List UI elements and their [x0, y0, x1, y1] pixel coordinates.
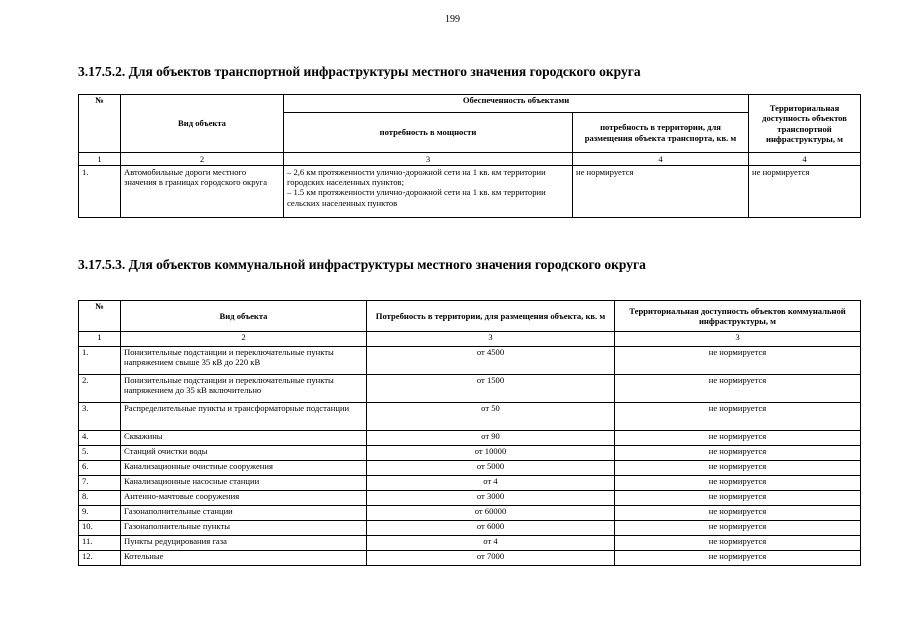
- row-object-type: Канализационные очистные сооружения: [121, 461, 367, 476]
- row-access: не нормируется: [615, 536, 861, 551]
- header-object-type: Вид объекта: [121, 95, 284, 153]
- row-territory: от 4: [367, 476, 615, 491]
- header-capacity-need: потребность в мощности: [284, 113, 573, 153]
- header-num: №: [79, 95, 121, 153]
- index-cell: 4: [573, 153, 749, 166]
- row-access: не нормируется: [615, 521, 861, 536]
- table-row: [79, 551, 861, 566]
- index-cell: 3: [367, 332, 615, 347]
- row-territory: от 5000: [367, 461, 615, 476]
- header-territorial-access: Территориальная доступность объектов транспортной инфраструктуры, м: [749, 95, 861, 153]
- capacity-line-rural: – 1.5 км протяженности улично-дорожной сети на 1 кв. км территории сельских населенных пунктов: [287, 187, 546, 208]
- row-num: 11.: [79, 536, 121, 551]
- row-num: 7.: [79, 476, 121, 491]
- table-row: [79, 521, 861, 536]
- row-access: не нормируется: [615, 347, 861, 375]
- section-heading-transport: 3.17.5.2. Для объектов транспортной инфраструктуры местного значения городского округа: [78, 64, 641, 79]
- row-territory: от 6000: [367, 521, 615, 536]
- row-territory: от 3000: [367, 491, 615, 506]
- row-num: 8.: [79, 491, 121, 506]
- row-object-type: Понизительные подстанции и переключательные пункты напряжением свыше 35 кВ до 220 кВ: [121, 347, 367, 375]
- row-access: не нормируется: [749, 166, 861, 218]
- row-num: 1.: [79, 347, 121, 375]
- row-object-type: Антенно-мачтовые сооружения: [121, 491, 367, 506]
- row-object-type: Скважины: [121, 431, 367, 446]
- row-object-type: Котельные: [121, 551, 367, 566]
- table-row: [79, 536, 861, 551]
- header-territory-need: потребность в территории, для размещения объекта транспорта, кв. м: [573, 113, 749, 153]
- row-object-type: Понизительные подстанции и переключательные пункты напряжением до 35 кВ включительно: [121, 375, 367, 403]
- row-object-type: Пункты редуцирования газа: [121, 536, 367, 551]
- row-access: не нормируется: [615, 403, 861, 431]
- table-row: [79, 476, 861, 491]
- row-object-type: Газонаполнительные пункты: [121, 521, 367, 536]
- row-access: не нормируется: [615, 491, 861, 506]
- index-cell: 2: [121, 332, 367, 347]
- table-row: [79, 375, 861, 403]
- row-territory: от 4500: [367, 347, 615, 375]
- index-cell: 4: [749, 153, 861, 166]
- page-number: 199: [445, 14, 460, 25]
- row-object-type: Станций очистки воды: [121, 446, 367, 461]
- row-object-type: Автомобильные дороги местного значения в границах городского округа: [121, 166, 284, 218]
- row-territory: не нормируется: [573, 166, 749, 218]
- row-num: 5.: [79, 446, 121, 461]
- row-access: не нормируется: [615, 446, 861, 461]
- header-territory-need: Потребность в территории, для размещения объекта, кв. м: [367, 301, 615, 332]
- row-object-type: Распределительные пункты и трансформаторные подстанции: [121, 403, 367, 431]
- table-row: [79, 403, 861, 431]
- row-access: не нормируется: [615, 506, 861, 521]
- index-cell: 1: [79, 332, 121, 347]
- row-num: 10.: [79, 521, 121, 536]
- row-object-type: Газонаполнительные станции: [121, 506, 367, 521]
- row-territory: от 60000: [367, 506, 615, 521]
- row-access: не нормируется: [615, 431, 861, 446]
- table-row: [79, 347, 861, 375]
- index-cell: 3: [284, 153, 573, 166]
- table-row: [79, 431, 861, 446]
- row-access: не нормируется: [615, 551, 861, 566]
- capacity-line-urban: – 2,6 км протяженности улично-дорожной сети на 1 кв. км территории городских населенных пунктов;: [287, 167, 546, 188]
- row-territory: от 90: [367, 431, 615, 446]
- transport-infrastructure-table: [78, 94, 861, 218]
- row-territory: от 10000: [367, 446, 615, 461]
- header-provision: Обеспеченность объектами: [284, 95, 749, 113]
- row-access: не нормируется: [615, 375, 861, 403]
- row-territory: от 4: [367, 536, 615, 551]
- row-num: 2.: [79, 375, 121, 403]
- row-num: 3.: [79, 403, 121, 431]
- row-territory: от 7000: [367, 551, 615, 566]
- index-cell: 2: [121, 153, 284, 166]
- table-row: [79, 461, 861, 476]
- table-row: [79, 446, 861, 461]
- row-access: не нормируется: [615, 461, 861, 476]
- row-territory: от 50: [367, 403, 615, 431]
- index-row: [79, 153, 861, 166]
- table-row: [79, 506, 861, 521]
- header-territorial-access: Территориальная доступность объектов коммунальной инфраструктуры, м: [615, 301, 861, 332]
- row-object-type: Канализационные насосные станции: [121, 476, 367, 491]
- index-cell: 1: [79, 153, 121, 166]
- row-num: 9.: [79, 506, 121, 521]
- row-num: 12.: [79, 551, 121, 566]
- index-row: [79, 332, 861, 347]
- table-row: [79, 166, 861, 218]
- table-row: [79, 491, 861, 506]
- header-object-type: Вид объекта: [121, 301, 367, 332]
- row-num: 4.: [79, 431, 121, 446]
- row-capacity: [284, 166, 573, 218]
- row-num: 1.: [79, 166, 121, 218]
- header-num: №: [79, 301, 121, 332]
- row-num: 6.: [79, 461, 121, 476]
- row-access: не нормируется: [615, 476, 861, 491]
- section-heading-communal: 3.17.5.3. Для объектов коммунальной инфраструктуры местного значения городского округа: [78, 257, 646, 272]
- row-territory: от 1500: [367, 375, 615, 403]
- index-cell: 3: [615, 332, 861, 347]
- communal-infrastructure-table: [78, 300, 861, 566]
